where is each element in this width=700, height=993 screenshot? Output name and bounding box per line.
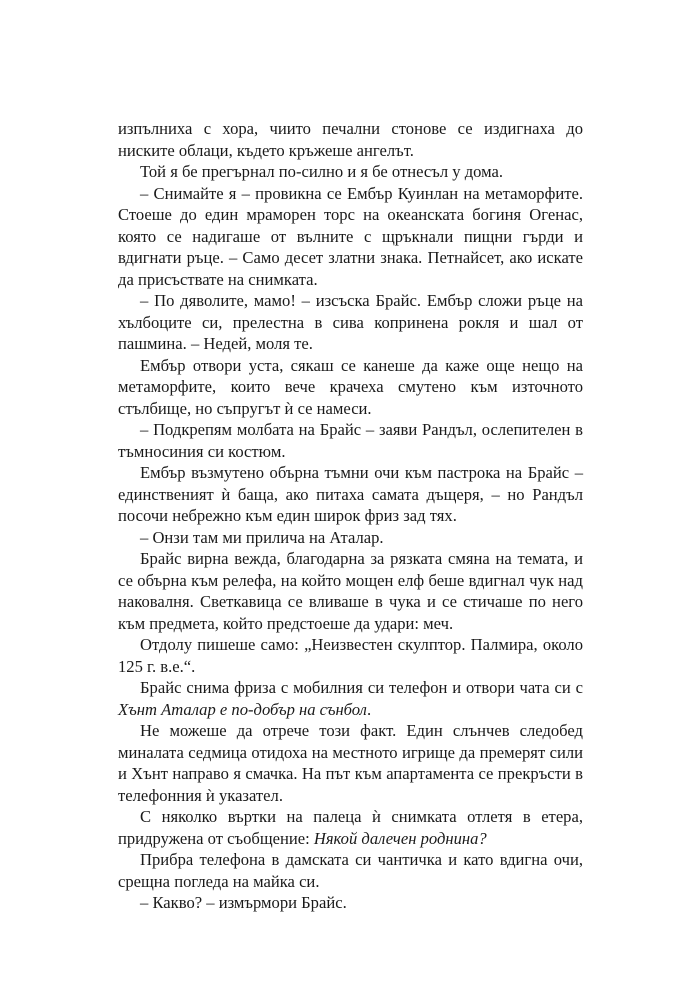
- paragraph-12: Не можеше да отрече този факт. Един слънчев следобед миналата седмица отидоха на местното игрище да премерят сили и Хънт направо я смачка. На път към апартамента се прекръсти в телефонния ѝ указател.: [118, 721, 583, 805]
- paragraph-1: изпълниха с хора, чиито печални стонове се издигнаха до ниските облаци, където кръжеше ангелът.: [118, 119, 583, 160]
- paragraph-13: [118, 806, 583, 849]
- paragraph-11: [118, 677, 583, 720]
- paragraph-8: – Онзи там ми прилича на Аталар.: [140, 527, 384, 547]
- body-text: [118, 118, 583, 914]
- paragraph-15: – Какво? – измърмори Брайс.: [140, 893, 347, 912]
- paragraph-2: Той я бе прегърнал по-силно и я бе отнесъл у дома.: [140, 162, 504, 181]
- paragraph-7: Ембър възмутено обърна тъмни очи към пастрока на Брайс – единственият ѝ баща, ако питаха самата дъщеря, – но Рандъл посочи небрежно към един широк фриз зад тях.: [118, 463, 583, 525]
- message-italic: Някой далечен роднина?: [313, 828, 487, 848]
- paragraph-9: Брайс вирна вежда, благодарна за рязката смяна на темата, и се обърна към релефа, на който мощен елф беше вдигнал чук над наковалня. Светкавица се вливаше в чука и се стичаше по него към предмета, който предстоеше да удари: меч.: [118, 549, 583, 633]
- paragraph-3: – Снимайте я – провикна се Ембър Куинлан на метаморфите. Стоеше до един мраморен торс на океанската богиня Огенас, която се надигаше от вълните с щръкнали пищни гърди и вдигнати ръце. – Само десет златни знака. Петнайсет, ако искате да присъствате на снимката.: [118, 183, 583, 289]
- paragraph-13-text: С няколко въртки на палеца ѝ снимката отлетя в етера, придружена от съобщение:: [118, 807, 583, 848]
- paragraph-10: Отдолу пишеше само: „Неизвестен скулптор. Палмира, около 125 г. в.е.“.: [118, 635, 583, 676]
- paragraph-14: Прибра телефона в дамската си чантичка и като вдигна очи, срещна погледа на майка си.: [118, 850, 583, 891]
- chat-name-italic: Хънт Аталар е по-добър на сънбол: [118, 699, 367, 719]
- paragraph-4: – По дяволите, мамо! – изсъска Брайс. Ембър сложи ръце на хълбоците си, прелестна в сива копринена рокля и шал от пашмина. – Недей, моля те.: [118, 291, 583, 353]
- paragraph-11-end: .: [366, 699, 372, 719]
- paragraph-11-text: Брайс снима фриза с мобилния си телефон и отвори чата си с: [140, 678, 583, 697]
- paragraph-6: – Подкрепям молбата на Брайс – заяви Рандъл, ослепителен в тъмносиния си костюм.: [118, 420, 583, 461]
- paragraph-5: Ембър отвори уста, сякаш се канеше да каже още нещо на метаморфите, които вече крачеха смутено към източното стълбище, но съпругът ѝ се намеси.: [118, 355, 583, 418]
